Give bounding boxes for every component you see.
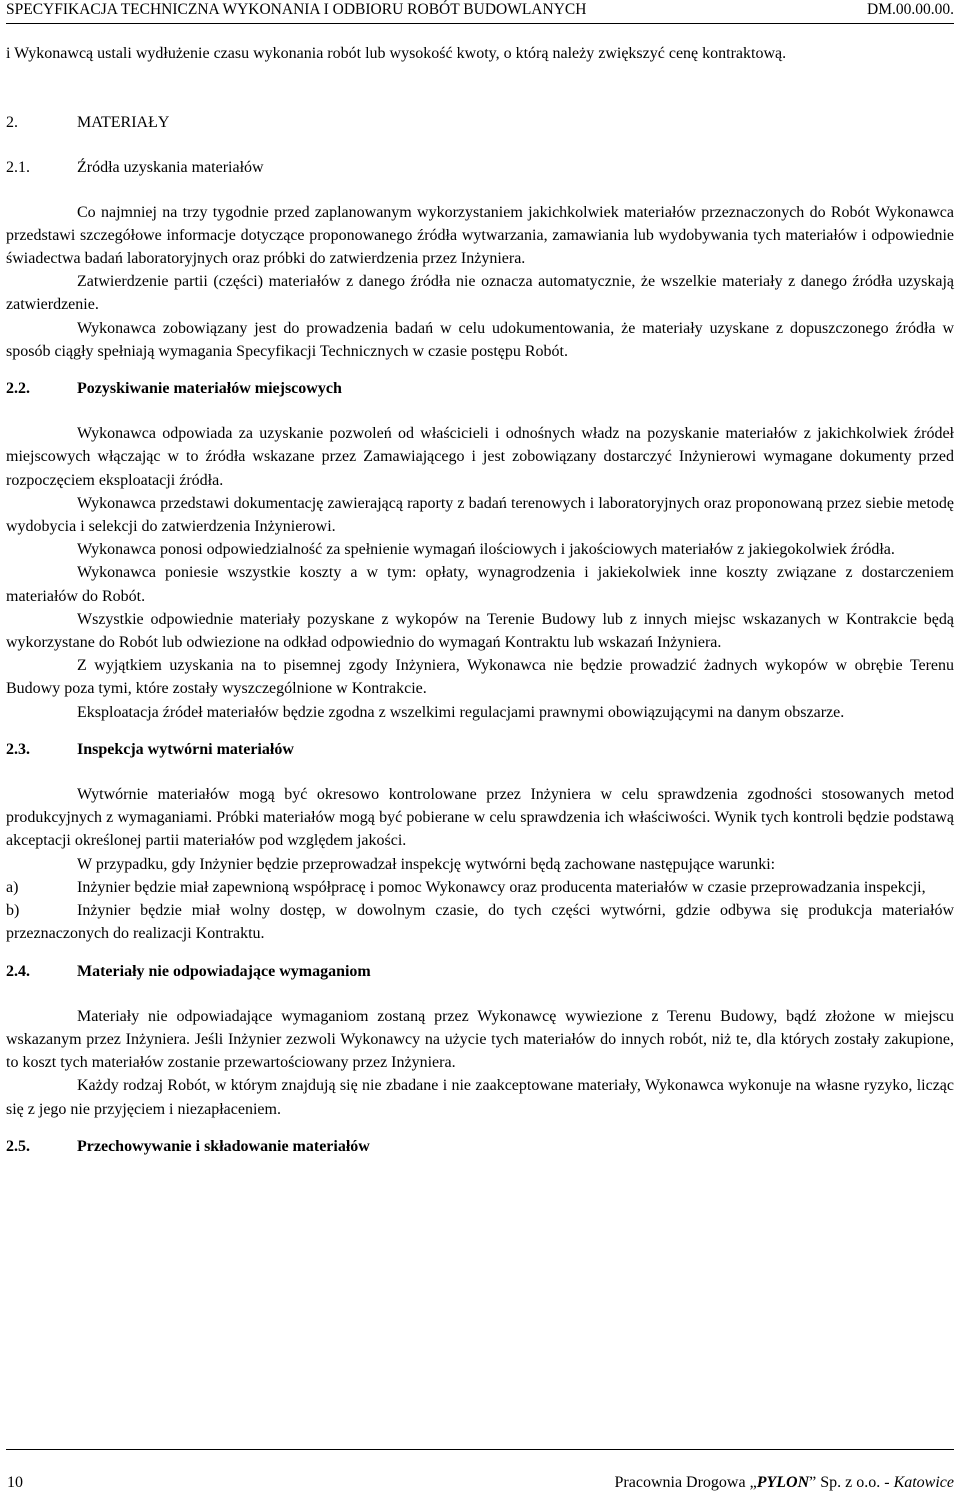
paragraph: Zatwierdzenie partii (części) materiałów z danego źródła nie oznacza automatycznie, że wszelkie materiały z danego źródła uzyskają zatwierdzenie.	[6, 273, 954, 314]
list-text: Inżynier będzie miał wolny dostęp, w dowolnym czasie, do tych części wytwórni, gdzie odbywa się produkcja materiałów przeznaczonych do realizacji Kontraktu.	[6, 902, 954, 943]
paragraph: Wykonawca poniesie wszystkie koszty a w tym: opłaty, wynagrodzenia i jakiekolwiek inne koszty związane z dostarczeniem materiałów do Robót.	[6, 564, 954, 605]
section-2-1-heading	[6, 156, 954, 179]
section-2-4-heading	[6, 960, 954, 983]
paragraph: W przypadku, gdy Inżynier będzie przeprowadzał inspekcję wytwórni będą zachowane następujące warunki:	[77, 855, 776, 873]
section-number: 2.2.	[6, 380, 30, 398]
page-header	[0, 0, 960, 22]
paragraph: Eksploatacja źródeł materiałów będzie zgodna z wszelkimi regulacjami prawnymi obowiązującymi na danym obszarze.	[77, 703, 845, 721]
paragraph: Co najmniej na trzy tygodnie przed zaplanowanym wykorzystaniem jakichkolwiek materiałów przeznaczonych do Robót Wykonawca przedstawi szczegółowe informacje dotyczące proponowanego źródła wytwarzania, zamawiania lub wydobywania tych materiałów i odpowiednie świadectwa badań laboratoryjnych oraz próbki do zatwierdzenia przez Inżyniera.	[6, 203, 954, 268]
paragraph: Wytwórnie materiałów mogą być okresowo kontrolowane przez Inżyniera w celu sprawdzenia zgodności stosowanych metod produkcyjnych z wymaganiami. Próbki materiałów mogą być pobierane w celu sprawdzenia ich właściwości. Wynik tych kontroli będzie podstawą akceptacji określonej partii materiałów pod względem jakości.	[6, 786, 954, 850]
paragraph: Wszystkie odpowiednie materiały pozyskane z wykopów na Terenie Budowy lub z innych miejsc wskazanych w Kontrakcie będą wykorzystane do Robót lub odwiezione na odkład odpowiednio do wymagań Kontraktu lub wskazań Inżyniera.	[6, 610, 954, 652]
footer-rule	[6, 1449, 954, 1450]
section-number: 2.	[6, 114, 18, 132]
paragraph: Z wyjątkiem uzyskania na to pisemnej zgody Inżyniera, Wykonawca nie będzie prowadzić żadnych wykopów w obrębie Terenu Budowy poza tymi, które zostały wyszczególnione w Kontrakcie.	[6, 657, 954, 698]
page-number: 10	[7, 1474, 23, 1491]
section-title: Materiały nie odpowiadające wymaganiom	[77, 962, 371, 980]
section-title: Pozyskiwanie materiałów miejscowych	[77, 380, 342, 398]
list-label: b)	[6, 902, 20, 920]
paragraph: Wykonawca ponosi odpowiedzialność za spełnienie wymagań ilościowych i jakościowych materiałów z jakiegokolwiek źródła.	[77, 541, 895, 559]
document-body	[6, 42, 954, 1158]
paragraph: Wykonawca przedstawi dokumentację zawierającą raporty z badań terenowych i laboratoryjnych oraz proponowaną przez siebie metodę wydobycia i selekcji do zatwierdzenia Inżynierowi.	[6, 494, 954, 536]
footer-company	[615, 1474, 954, 1492]
section-number: 2.3.	[6, 740, 30, 758]
paragraph: Wykonawca zobowiązany jest do prowadzenia badań w celu udokumentowania, że materiały uzyskane z dopuszczonego źródła w sposób ciągły spełniają wymagania Specyfikacji Technicznych w czasie postępu Robót.	[6, 319, 954, 360]
section-title: MATERIAŁY	[77, 114, 170, 132]
section-title: Źródła uzyskania materiałów	[77, 159, 264, 177]
section-number: 2.4.	[6, 962, 30, 980]
header-title: SPECYFIKACJA TECHNICZNA WYKONANIA I ODBIORU ROBÓT BUDOWLANYCH	[6, 1, 587, 18]
section-2-5-heading	[6, 1135, 954, 1158]
intro-paragraph: i Wykonawcą ustali wydłużenie czasu wykonania robót lub wysokość kwoty, o którą należy zwiększyć cenę kontraktową.	[6, 45, 787, 62]
section-2-3-heading	[6, 738, 954, 761]
section-number: 2.1.	[6, 159, 30, 177]
list-text: Inżynier będzie miał zapewnioną współpracę i pomoc Wykonawcy oraz producenta materiałów w czasie przeprowadzania inspekcji,	[77, 878, 926, 896]
list-label: a)	[6, 878, 19, 896]
list-item-b	[6, 899, 954, 945]
company-city: Katowice	[893, 1474, 954, 1491]
paragraph: Wykonawca odpowiada za uzyskanie pozwoleń od właścicieli i odnośnych władz na pozyskanie materiałów z jakichkolwiek źródeł miejscowych włączając w to źródła wskazane przez Zamawiającego i jest zobowiązany dostarczyć Inżynierowi wymagane dokumenty przed rozpoczęciem eksploatacji źródła.	[6, 425, 954, 489]
paragraph: Materiały nie odpowiadające wymaganiom zostaną przez Wykonawcę wywiezione z Terenu Budowy, bądź złożone w miejscu wskazanym przez Inżyniera. Jeśli Inżynier zezwoli Wykonawcy na użycie tych materiałów do innych robót, niż te, dla których zostały zakupione, to koszt tych materiałów zostanie przewartościowany przez Inżyniera.	[6, 1007, 954, 1072]
section-title: Inspekcja wytwórni materiałów	[77, 740, 294, 758]
section-title: Przechowywanie i składowanie materiałów	[77, 1137, 370, 1155]
section-2-2-heading	[6, 377, 954, 400]
section-number: 2.5.	[6, 1137, 30, 1155]
header-code: DM.00.00.00.	[867, 1, 954, 18]
section-2-heading	[6, 111, 954, 134]
page-footer	[6, 1474, 954, 1494]
header-rule	[6, 23, 954, 24]
company-prefix: Pracownia Drogowa „	[614, 1474, 757, 1491]
paragraph: Każdy rodzaj Robót, w którym znajdują się nie zbadane i nie zaakceptowane materiały, Wykonawca wykonuje na własne ryzyko, licząc się z jego nie przyjęciem i niezapłaceniem.	[6, 1077, 954, 1118]
company-suffix: ” Sp. z o.o. -	[809, 1474, 894, 1491]
company-name: PYLON	[756, 1474, 810, 1491]
list-item-a	[6, 876, 954, 899]
